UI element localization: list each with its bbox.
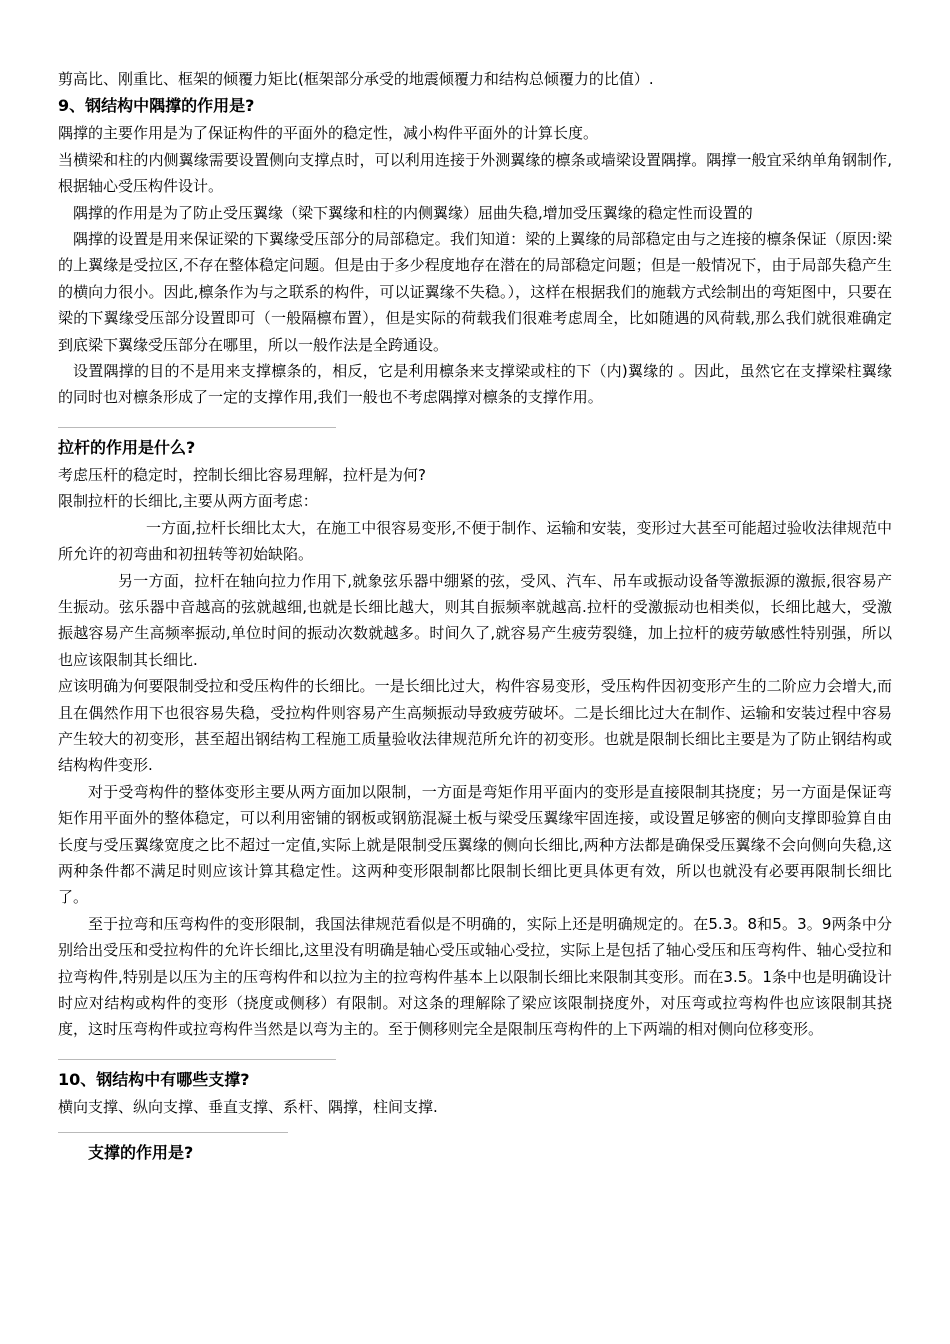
paragraph-tie-4: 另一方面，拉杆在轴向拉力作用下,就象弦乐器中绷紧的弦，受风、汽车、吊车或振动设备等激振源的激振,很容易产生振动。弦乐器中音越高的弦就越细,也就是长细比越大，则其自振频率就越高.拉杆的受激振动也相类似，长细比越大，受激振越容易产生高频率振动,单位时间的振动次数就越多。时间久了,就容易产生疲劳裂缝，加上拉杆的疲劳敏感性特别强，所以也应该限制其长细比. [58, 571, 892, 669]
paragraph-tie-5: 应该明确为何要限制受拉和受压构件的长细比。一是长细比过大，构件容易变形，受压构件因初变形产生的二阶应力会增大,而且在偶然作用下也很容易失稳，受拉构件则容易产生高频振动导致疲劳破坏。二是长细比过大在制作、运输和安装过程中容易产生较大的初变形，甚至超出钢结构工程施工质量验收法律规范所允许的初变形。也就是限制长细比主要是为了防止钢结构或结构构件变形. [58, 677, 892, 775]
heading-support: 支撑的作用是? [88, 1143, 194, 1163]
paragraph-q9-4: 隅撑的设置是用来保证梁的下翼缘受压部分的局部稳定。我们知道：梁的上翼缘的局部稳定由与之连接的檩条保证（原因:梁的上翼缘是受拉区,不存在整体稳定问题。但是由于多少程度地存在潜在的局部稳定问题；但是一般情况下，由于局部失稳产生的横向力很小。因此,檩条作为与之联系的构件，可以证翼缘不失稳。），这样在根据我们的施载方式绘制出的弯矩图中，只要在梁的下翼缘受压部分设置即可（一般隔檩布置），但是实际的荷载我们很难考虑周全，比如随遇的风荷载,那么我们就很难确定到底梁下翼缘受压部分在哪里，所以一般作法是全跨通设。 [58, 230, 892, 354]
paragraph-tie-2: 限制拉杆的长细比,主要从两方面考虑： [58, 492, 318, 511]
paragraph-tie-6: 对于受弯构件的整体变形主要从两方面加以限制，一方面是弯矩作用平面内的变形是直接限制其挠度；另一方面是保证弯矩作用平面外的整体稳定，可以利用密铺的钢板或钢筋混凝土板与梁受压翼缘牢固连接，或设置足够密的侧向支撑即验算自由长度与受压翼缘宽度之比不超过一定值,实际上就是限制受压翼缘的侧向长细比,两种方法都是确保受压翼缘不会向侧向失稳,这两种条件都不满足时则应该计算其稳定性。这两种变形限制都比限制长细比更具体更有效，所以也就没有必要再限制长细比了。 [58, 782, 892, 907]
paragraph-q10-1: 横向支撑、纵向支撑、垂直支撑、系杆、隅撑，柱间支撑. [58, 1097, 438, 1116]
section-divider [58, 1059, 336, 1060]
paragraph-q9-2: 当横梁和柱的内侧翼缘需要设置侧向支撑点时，可以利用连接于外测翼缘的檩条或墙梁设置隅撑。隅撑一般宜采纳单角钢制作,根据轴心受压构件设计。 [58, 150, 892, 196]
section-divider [58, 1132, 288, 1133]
heading-tie-rod: 拉杆的作用是什么? [58, 437, 196, 457]
paragraph-q9-3: 隅撑的作用是为了防止受压翼缘（梁下翼缘和柱的内侧翼缘）屈曲失稳,增加受压翼缘的稳定性而设置的 [73, 203, 753, 222]
paragraph-q9-5: 设置隅撑的目的不是用来支撑檩条的，相反，它是利用檩条来支撑梁或柱的下（内)翼缘的 。因此，虽然它在支撑梁柱翼缘的同时也对檩条形成了一定的支撑作用,我们一般也不考虑隅撑对檩条的支撑作用。 [58, 362, 892, 407]
document-page [58, 66, 892, 1167]
paragraph-tie-1: 考虑压杆的稳定时，控制长细比容易理解，拉杆是为何? [58, 465, 426, 484]
paragraph-tie-7: 至于拉弯和压弯构件的变形限制，我国法律规范看似是不明确的，实际上还是明确规定的。在5.3。8和5。3。9两条中分别给出受压和受拉构件的允许长细比,这里没有明确是轴心受压或轴心受拉，实际上是包括了轴心受压和压弯构件、轴心受拉和拉弯构件,特别是以压为主的压弯构件和以拉为主的拉弯构件基本上以限制长细比来限制其变形。而在3.5。1条中也是明确设计时应对结构或构件的变形（挠度或侧移）有限制。对这条的理解除了梁应该限制挠度外，对压弯或拉弯构件也应该限制其挠度，这时压弯构件或拉弯构件当然是以弯为主的。至于侧移则完全是限制压弯构件的上下两端的相对侧向位移变形。 [58, 914, 892, 1039]
paragraph-q9-1: 隅撑的主要作用是为了保证构件的平面外的稳定性，减小构件平面外的计算长度。 [58, 124, 599, 143]
paragraph-intro-line: 剪高比、刚重比、框架的倾覆力矩比(框架部分承受的地震倾覆力和结构总倾覆力的比值）. [58, 70, 654, 88]
heading-q9: 9、钢结构中隅撑的作用是? [58, 96, 255, 116]
paragraph-tie-3: 一方面,拉杆长细比太大，在施工中很容易变形,不便于制作、运输和安装，变形过大甚至可能超过验收法律规范中所允许的初弯曲和初扭转等初始缺陷。 [58, 518, 892, 564]
section-divider [58, 427, 336, 428]
heading-q10: 10、钢结构中有哪些支撑? [58, 1069, 250, 1089]
